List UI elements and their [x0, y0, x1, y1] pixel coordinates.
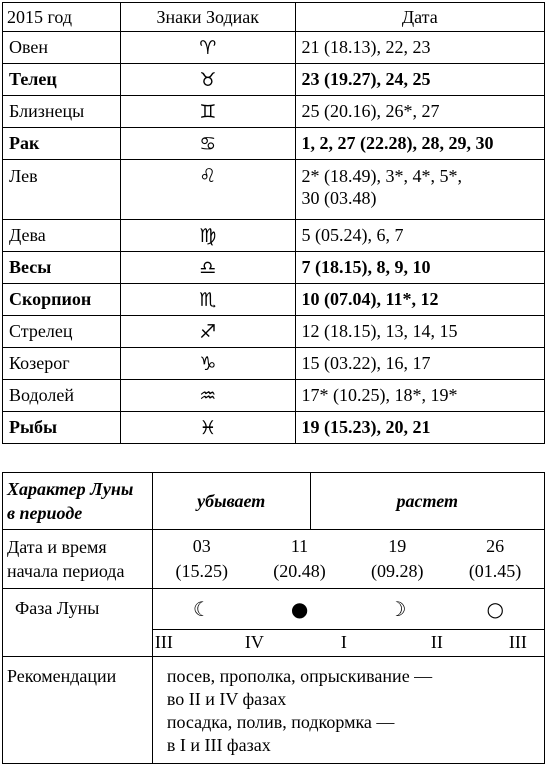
zodiac-sign-name: Близнецы — [3, 96, 121, 128]
zodiac-dates — [295, 412, 544, 444]
zodiac-dates — [295, 348, 544, 380]
zodiac-row — [3, 64, 545, 96]
roman-numeral: II — [430, 632, 443, 652]
zodiac-date-line: 21 (18.13), 22, 23 — [301, 37, 431, 57]
zodiac-sign-name: Козерог — [3, 348, 121, 380]
zodiac-row — [3, 284, 545, 316]
date-header: Дата — [295, 3, 544, 32]
moon-header-row — [3, 473, 545, 530]
zodiac-symbol-icon: ♊︎ — [120, 96, 295, 128]
zodiac-row — [3, 220, 545, 252]
waning-label: убывает — [152, 473, 310, 530]
moon-table — [2, 472, 545, 764]
recommendations-text — [152, 657, 544, 764]
zodiac-sign-name: Овен — [3, 32, 121, 64]
zodiac-symbol-icon: ♈︎ — [120, 32, 295, 64]
zodiac-dates — [295, 380, 544, 412]
full-moon-icon: ○ — [486, 597, 504, 621]
period-day: 19 — [388, 536, 407, 556]
zodiac-dates — [295, 64, 544, 96]
zodiac-symbol-icon: ♌︎ — [120, 160, 295, 220]
zodiac-date-line: 12 (18.15), 13, 14, 15 — [301, 321, 458, 341]
zodiac-sign-name: Телец — [3, 64, 121, 96]
zodiac-symbol-icon: ♍︎ — [120, 220, 295, 252]
period-time: (20.48) — [273, 561, 326, 581]
recommendations-label: Рекомендации — [3, 657, 153, 764]
period-2 — [273, 534, 326, 584]
zodiac-sign-name: Лев — [3, 160, 121, 220]
moon-header-line2: в периоде — [7, 503, 83, 523]
recommendation-line: в I и III фазах — [166, 735, 271, 755]
roman-numeral: IV — [244, 632, 264, 652]
moon-character-header — [3, 473, 153, 530]
period-time: (01.45) — [468, 561, 522, 581]
zodiac-row — [3, 128, 545, 160]
period-time: (09.28) — [371, 561, 424, 581]
zodiac-date-line: 19 (15.23), 20, 21 — [301, 417, 431, 437]
moon-phase-row — [3, 589, 545, 630]
zodiac-sign-name: Рак — [3, 128, 121, 160]
first-quarter-moon-icon: ☽ — [388, 597, 407, 621]
moon-phase-icons — [152, 589, 544, 630]
roman-phases — [152, 630, 544, 657]
period-day: 26 — [486, 536, 505, 556]
period-4 — [469, 534, 522, 584]
zodiac-date-line: 30 (03.48) — [301, 188, 377, 208]
zodiac-symbol-icon: ♐︎ — [120, 316, 295, 348]
recommendation-line: во II и IV фазах — [166, 689, 287, 709]
zodiac-row — [3, 412, 545, 444]
zodiac-symbol-icon: ♉︎ — [120, 64, 295, 96]
zodiac-sign-name: Весы — [3, 252, 121, 284]
zodiac-symbol-icon: ♏︎ — [120, 284, 295, 316]
roman-numeral: III — [508, 632, 527, 652]
period-day: 11 — [290, 536, 309, 556]
roman-numeral: III — [154, 632, 173, 652]
period-1 — [175, 534, 228, 584]
zodiac-sign-name: Водолей — [3, 380, 121, 412]
zodiac-row — [3, 380, 545, 412]
last-quarter-moon-icon: ☾ — [192, 597, 211, 621]
zodiac-sign-name: Дева — [3, 220, 121, 252]
zodiac-date-line: 23 (19.27), 24, 25 — [301, 69, 431, 89]
zodiac-row — [3, 316, 545, 348]
moon-phase-label: Фаза Луны — [3, 589, 153, 657]
zodiac-date-line: 17* (10.25), 18*, 19* — [301, 385, 458, 405]
zodiac-header-row — [3, 3, 545, 32]
zodiac-row — [3, 160, 545, 220]
new-moon-icon: ● — [290, 597, 309, 621]
moon-header-line1: Характер Луны — [7, 479, 134, 499]
recommendation-line: посадка, полив, подкормка — — [166, 712, 395, 732]
waxing-label: растет — [310, 473, 544, 530]
zodiac-dates — [295, 160, 544, 220]
period-dates — [152, 530, 544, 589]
zodiac-date-line: 1, 2, 27 (22.28), 28, 29, 30 — [301, 133, 494, 153]
period-date-label-line2: начала периода — [7, 561, 125, 581]
zodiac-date-line: 15 (03.22), 16, 17 — [301, 353, 431, 373]
zodiac-date-line: 7 (18.15), 8, 9, 10 — [301, 257, 431, 277]
period-day: 03 — [192, 536, 211, 556]
year-header: 2015 год — [3, 3, 121, 32]
zodiac-date-line: 5 (05.24), 6, 7 — [301, 225, 404, 245]
zodiac-row — [3, 252, 545, 284]
zodiac-row — [3, 32, 545, 64]
zodiac-symbol-icon: ♎︎ — [120, 252, 295, 284]
period-time: (15.25) — [175, 561, 228, 581]
zodiac-dates — [295, 252, 544, 284]
zodiac-sign-name: Рыбы — [3, 412, 121, 444]
zodiac-dates — [295, 32, 544, 64]
zodiac-table — [2, 2, 545, 444]
zodiac-dates — [295, 316, 544, 348]
zodiac-symbol-icon: ♒︎ — [120, 380, 295, 412]
recommendations-row — [3, 657, 545, 764]
zodiac-dates — [295, 284, 544, 316]
sign-header: Знаки Зодиак — [120, 3, 295, 32]
zodiac-row — [3, 96, 545, 128]
zodiac-dates — [295, 96, 544, 128]
zodiac-sign-name: Скорпион — [3, 284, 121, 316]
zodiac-symbol-icon: ♑︎ — [120, 348, 295, 380]
zodiac-symbol-icon: ♓︎ — [120, 412, 295, 444]
period-date-label-line1: Дата и время — [7, 537, 107, 557]
zodiac-dates — [295, 220, 544, 252]
period-dates-row — [3, 530, 545, 589]
zodiac-symbol-icon: ♋︎ — [120, 128, 295, 160]
period-date-label — [3, 530, 153, 589]
recommendation-line: посев, прополка, опрыскивание — — [166, 666, 433, 686]
zodiac-date-line: 2* (18.49), 3*, 4*, 5*, — [301, 166, 463, 186]
zodiac-sign-name: Стрелец — [3, 316, 121, 348]
zodiac-date-line: 25 (20.16), 26*, 27 — [301, 101, 440, 121]
zodiac-date-line: 10 (07.04), 11*, 12 — [301, 289, 439, 309]
period-3 — [371, 534, 424, 584]
zodiac-dates — [295, 128, 544, 160]
zodiac-row — [3, 348, 545, 380]
roman-numeral: I — [340, 632, 347, 652]
